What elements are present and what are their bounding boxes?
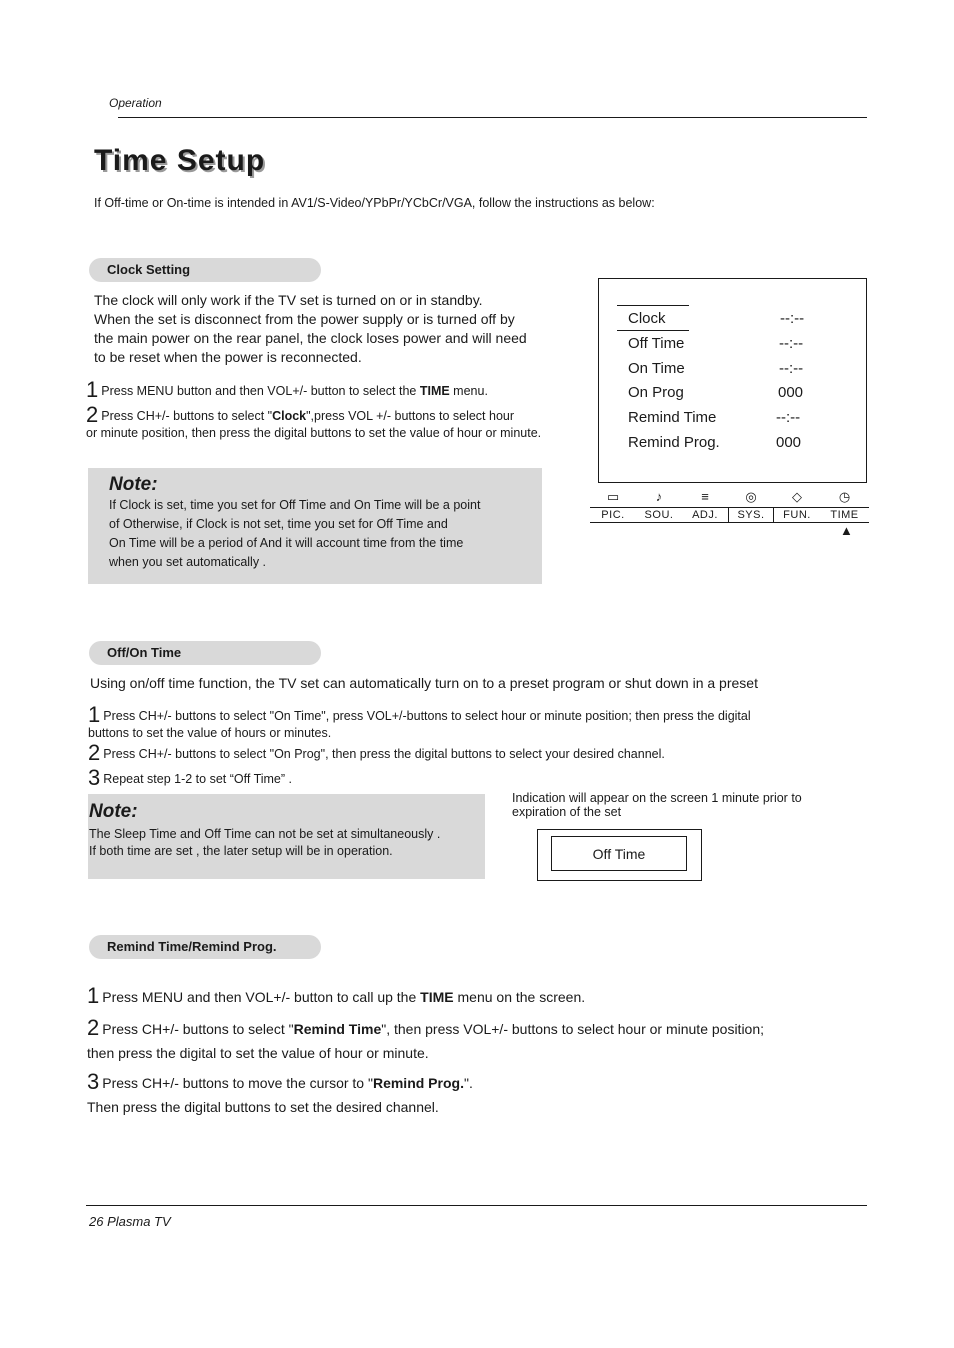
- off-on-paragraph: Using on/off time function, the TV set can automatically turn on to a preset program or shut down in a preset: [90, 675, 758, 691]
- step-number: 3: [88, 765, 101, 790]
- menu-item-remind-prog[interactable]: Remind Prog.: [628, 434, 720, 451]
- menu-item-off-time[interactable]: Off Time: [628, 335, 685, 352]
- step-text: menu on the screen.: [453, 989, 586, 1005]
- system-icon: ◎: [745, 489, 757, 504]
- step-text: Press CH+/- buttons to move the cursor to ": [102, 1075, 373, 1091]
- off-time-indicator-label: Off Time: [551, 836, 687, 871]
- tab-label-selected: SYS.: [728, 507, 774, 523]
- off-on-step-3: [88, 765, 292, 790]
- function-icon: ◇: [792, 489, 802, 504]
- menu-highlight-top-rule: [617, 305, 689, 306]
- note-line: of Otherwise, if Clock is not set, time you set for Off Time and: [109, 517, 448, 531]
- step-text-line2: then press the digital to set the value of hour or minute.: [87, 1045, 429, 1061]
- menu-value-on-prog: 000: [778, 384, 804, 401]
- tab-pic[interactable]: [590, 487, 636, 523]
- tab-label: TIME: [820, 507, 869, 522]
- step-bold-text: TIME: [420, 989, 454, 1005]
- tab-fun[interactable]: [774, 487, 820, 523]
- menu-item-on-time[interactable]: On Time: [628, 360, 685, 377]
- step-text: Press CH+/- buttons to select "On Time", press VOL+/-buttons to select hour or minute position; then press the digital: [103, 709, 751, 723]
- step-number: 2: [86, 402, 99, 427]
- note-line: when you set automatically .: [109, 555, 267, 569]
- off-time-indicator-frame: [537, 829, 702, 881]
- adjust-icon: ≡: [701, 489, 709, 504]
- remind-step-1: [87, 984, 585, 1009]
- step-text-line2: or minute position, then press the digital buttons to set the value of hour or minute.: [86, 426, 542, 440]
- menu-tab-bar: [590, 487, 869, 523]
- menu-value-remind-time: --:--: [776, 409, 801, 426]
- remind-step-3: [87, 1070, 473, 1119]
- page-title: Time Setup: [94, 144, 266, 177]
- step-number: 3: [87, 1069, 100, 1094]
- step-text: Repeat step 1-2 to set “Off Time” .: [103, 772, 292, 786]
- step-text: Press CH+/- buttons to select ": [102, 1021, 294, 1037]
- tab-sou[interactable]: [636, 487, 682, 523]
- picture-icon: ▭: [606, 489, 620, 504]
- step-number: 1: [87, 983, 100, 1008]
- tab-label: FUN.: [774, 507, 820, 522]
- menu-value-remind-prog: 000: [776, 434, 802, 451]
- tab-adj[interactable]: [682, 487, 728, 523]
- note-line: The Sleep Time and Off Time can not be set at simultaneously .: [89, 827, 441, 841]
- step-number: 2: [88, 740, 101, 765]
- sound-icon: ♪: [655, 489, 663, 504]
- step-text-line2: Then press the digital buttons to set the desired channel.: [87, 1099, 439, 1115]
- step-number: 1: [86, 377, 99, 402]
- clock-paragraph-line: The clock will only work if the TV set is turned on or in standby.: [94, 292, 483, 308]
- clock-step-1: [86, 377, 488, 402]
- clock-paragraph-line: When the set is disconnect from the power supply or is turned off by: [94, 311, 515, 327]
- section-heading-clock-setting: Clock Setting: [89, 258, 321, 282]
- off-on-step-2: [88, 740, 665, 765]
- tab-time[interactable]: [820, 487, 869, 523]
- menu-value-on-time: --:--: [779, 360, 804, 377]
- step-text: Press CH+/- buttons to select "On Prog", then press the digital buttons to select your desired channel.: [103, 747, 665, 761]
- pointer-triangle-icon: ▲: [840, 523, 853, 538]
- running-header: Operation: [109, 96, 162, 110]
- clock-note-box: [88, 468, 542, 584]
- menu-item-remind-time[interactable]: Remind Time: [628, 409, 717, 426]
- tab-sys[interactable]: [728, 487, 774, 523]
- section-heading-off-on-time: Off/On Time: [89, 641, 321, 665]
- menu-item-clock[interactable]: Clock: [628, 310, 666, 327]
- step-text: Press CH+/- buttons to select ": [101, 409, 273, 423]
- indication-line: expiration of the set: [512, 805, 622, 819]
- note-line: If both time are set , the later setup will be in operation.: [89, 844, 393, 858]
- indication-text: [512, 791, 802, 819]
- clock-paragraph-line: the main power on the rear panel, the clock loses power and will need: [94, 330, 527, 346]
- step-bold-text: Remind Prog.: [372, 1075, 464, 1091]
- step-bold-text: Clock: [272, 409, 307, 423]
- note-title: Note:: [89, 801, 138, 822]
- note-line: If Clock is set, time you set for Off Time and On Time will be a point: [109, 498, 481, 512]
- step-text: ",press VOL +/- buttons to select hour: [306, 409, 515, 423]
- step-number: 1: [88, 702, 101, 727]
- clock-icon: ◷: [838, 489, 851, 504]
- step-text: Press MENU button and then VOL+/- button to select the: [101, 384, 420, 398]
- section-heading-remind: Remind Time/Remind Prog.: [89, 935, 321, 959]
- tab-label: PIC.: [590, 507, 636, 522]
- menu-value-clock: --:--: [780, 310, 805, 327]
- menu-item-on-prog[interactable]: On Prog: [628, 384, 684, 401]
- step-number: 2: [87, 1015, 100, 1040]
- off-on-step-1: [88, 702, 751, 742]
- note-line: On Time will be a period of And it will account time from the time: [109, 536, 464, 550]
- step-text: menu.: [449, 384, 488, 398]
- footer-rule: [86, 1205, 867, 1206]
- clock-paragraph-line: to be reset when the power is reconnected.: [94, 349, 362, 365]
- clock-step-2: [86, 402, 542, 442]
- time-menu-panel: [598, 278, 867, 483]
- footer-page-label: 26 Plasma TV: [89, 1214, 171, 1229]
- note-title: Note:: [109, 474, 158, 495]
- step-text: Press MENU and then VOL+/- button to call up the: [102, 989, 421, 1005]
- clock-paragraph: [94, 291, 527, 367]
- off-on-note-box: [88, 794, 485, 879]
- step-text: ", then press VOL+/- buttons to select hour or minute position;: [381, 1021, 765, 1037]
- header-rule: [118, 117, 867, 118]
- indication-line: Indication will appear on the screen 1 minute prior to: [512, 791, 802, 805]
- remind-step-2: [87, 1016, 764, 1065]
- tab-label: ADJ.: [682, 507, 728, 522]
- step-bold-text: Remind Time: [293, 1021, 382, 1037]
- step-text: ".: [463, 1075, 473, 1091]
- menu-highlight-bottom-rule: [617, 330, 689, 331]
- menu-value-off-time: --:--: [779, 335, 804, 352]
- intro-text: If Off-time or On-time is intended in AV1/S-Video/YPbPr/YCbCr/VGA, follow the instructions as below:: [94, 196, 655, 210]
- tab-label: SOU.: [636, 507, 682, 522]
- step-text-line2: buttons to set the value of hours or minutes.: [88, 726, 332, 740]
- step-bold-text: TIME: [419, 384, 450, 398]
